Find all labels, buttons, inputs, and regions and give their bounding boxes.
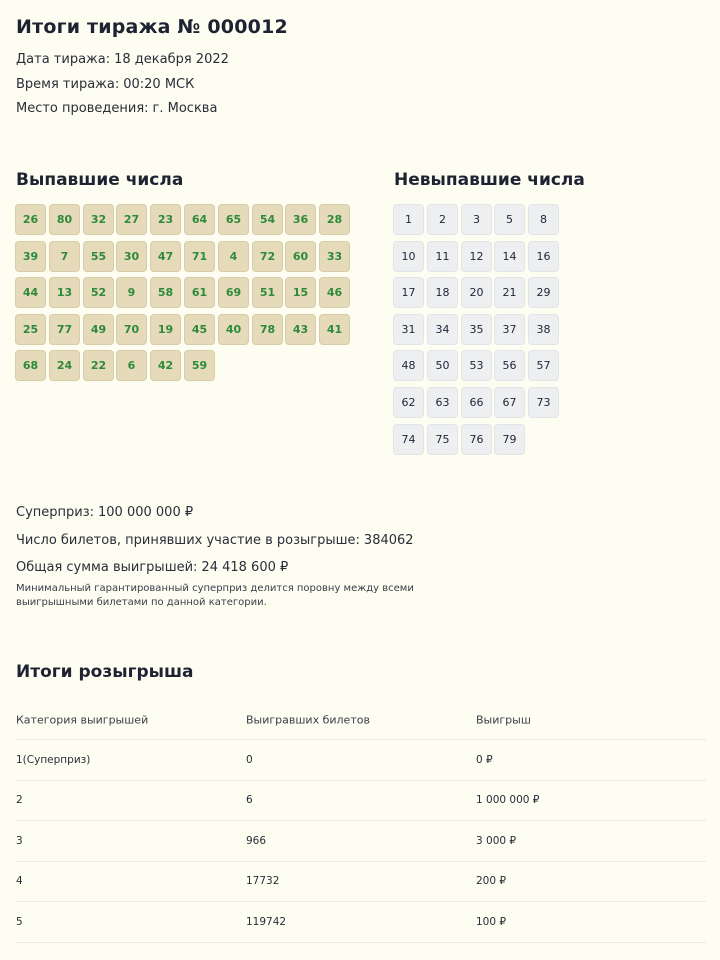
- number-ball: 22: [83, 350, 114, 381]
- header-winning-tickets: Выигравших билетов: [246, 713, 370, 726]
- number-ball: 52: [83, 277, 114, 308]
- number-ball: 44: [15, 277, 46, 308]
- total-winnings-value: 24 418 600 ₽: [201, 560, 289, 575]
- draw-time-label: Время тиража:: [16, 77, 120, 92]
- number-ball: 3: [461, 204, 492, 235]
- results-title: Итоги розыгрыша: [16, 662, 194, 682]
- winning-tickets-cell: 119742: [246, 915, 287, 928]
- number-ball: 58: [150, 277, 181, 308]
- category-cell: 2: [16, 794, 23, 807]
- number-ball: 17: [393, 277, 424, 308]
- number-ball: 42: [150, 350, 181, 381]
- number-ball: 57: [528, 350, 559, 381]
- number-ball: 5: [494, 204, 525, 235]
- number-ball: 6: [116, 350, 147, 381]
- number-ball: 55: [83, 241, 114, 272]
- number-ball: 41: [319, 314, 350, 345]
- number-ball: 54: [252, 204, 283, 235]
- number-ball: 51: [252, 277, 283, 308]
- number-ball: 8: [528, 204, 559, 235]
- number-ball: 32: [83, 204, 114, 235]
- prize-cell: 1 000 000 ₽: [476, 794, 540, 807]
- number-ball: 4: [218, 241, 249, 272]
- number-ball: 64: [184, 204, 215, 235]
- number-ball: 29: [528, 277, 559, 308]
- number-ball: 36: [285, 204, 316, 235]
- number-ball: 23: [150, 204, 181, 235]
- draw-date-value: 18 декабря 2022: [114, 52, 229, 67]
- number-ball: 1: [393, 204, 424, 235]
- number-ball: 11: [427, 241, 458, 272]
- header-prize: Выигрыш: [476, 713, 531, 726]
- superprize-label: Суперприз:: [16, 505, 95, 520]
- number-ball: 26: [15, 204, 46, 235]
- number-ball: 68: [15, 350, 46, 381]
- not-drawn-numbers-title: Невыпавшие числа: [394, 170, 585, 190]
- draw-date: [16, 52, 229, 67]
- number-ball: 20: [461, 277, 492, 308]
- tickets-count: [16, 533, 414, 548]
- table-row: [16, 740, 706, 781]
- number-ball: 65: [218, 204, 249, 235]
- number-ball: 43: [285, 314, 316, 345]
- superprize-note: Минимальный гарантированный суперприз делится поровну между всеми выигрышными билетами по данной категории.: [16, 583, 414, 608]
- number-ball: 76: [461, 424, 492, 455]
- number-ball: 37: [494, 314, 525, 345]
- prize-cell: 0 ₽: [476, 753, 493, 766]
- number-ball: 79: [494, 424, 525, 455]
- number-ball: 62: [393, 387, 424, 418]
- superprize: [16, 505, 193, 520]
- table-header-row: [16, 700, 706, 740]
- number-ball: 31: [393, 314, 424, 345]
- number-ball: 73: [528, 387, 559, 418]
- number-ball: 75: [427, 424, 458, 455]
- category-cell: 1(Суперприз): [16, 753, 91, 766]
- number-ball: 78: [252, 314, 283, 345]
- winning-tickets-cell: 0: [246, 753, 253, 766]
- tickets-count-value: 384062: [363, 533, 414, 548]
- draw-place-value: г. Москва: [152, 101, 218, 116]
- table-row: [16, 781, 706, 822]
- winning-tickets-cell: 966: [246, 834, 267, 847]
- number-ball: 7: [49, 241, 80, 272]
- number-ball: 18: [427, 277, 458, 308]
- number-ball: 19: [150, 314, 181, 345]
- number-ball: 12: [461, 241, 492, 272]
- number-ball: 67: [494, 387, 525, 418]
- total-winnings-label: Общая сумма выигрышей:: [16, 560, 198, 575]
- number-ball: 38: [528, 314, 559, 345]
- number-ball: 15: [285, 277, 316, 308]
- number-ball: 59: [184, 350, 215, 381]
- category-cell: 5: [16, 915, 23, 928]
- number-ball: 53: [461, 350, 492, 381]
- number-ball: 72: [252, 241, 283, 272]
- prize-cell: 3 000 ₽: [476, 834, 517, 847]
- number-ball: 77: [49, 314, 80, 345]
- number-ball: 61: [184, 277, 215, 308]
- number-ball: 2: [427, 204, 458, 235]
- number-ball: 13: [49, 277, 80, 308]
- number-ball: 27: [116, 204, 147, 235]
- number-ball: 45: [184, 314, 215, 345]
- draw-place-label: Место проведения:: [16, 101, 149, 116]
- number-ball: 28: [319, 204, 350, 235]
- number-ball: 33: [319, 241, 350, 272]
- number-ball: 39: [15, 241, 46, 272]
- number-ball: 80: [49, 204, 80, 235]
- number-ball: 35: [461, 314, 492, 345]
- draw-time: [16, 77, 194, 92]
- number-ball: 48: [393, 350, 424, 381]
- number-ball: 34: [427, 314, 458, 345]
- number-ball: 66: [461, 387, 492, 418]
- number-ball: 21: [494, 277, 525, 308]
- number-ball: 9: [116, 277, 147, 308]
- number-ball: 40: [218, 314, 249, 345]
- number-ball: 56: [494, 350, 525, 381]
- number-ball: 30: [116, 241, 147, 272]
- page-title: Итоги тиража № 000012: [16, 16, 288, 38]
- category-cell: 3: [16, 834, 23, 847]
- number-ball: 25: [15, 314, 46, 345]
- number-ball: 16: [528, 241, 559, 272]
- winning-tickets-cell: 6: [246, 794, 253, 807]
- draw-place: [16, 101, 217, 116]
- number-ball: 47: [150, 241, 181, 272]
- number-ball: 46: [319, 277, 350, 308]
- number-ball: 63: [427, 387, 458, 418]
- prize-cell: 100 ₽: [476, 915, 507, 928]
- number-ball: 69: [218, 277, 249, 308]
- superprize-value: 100 000 000 ₽: [98, 505, 194, 520]
- number-ball: 60: [285, 241, 316, 272]
- table-row: [16, 902, 706, 943]
- number-ball: 50: [427, 350, 458, 381]
- tickets-count-label: Число билетов, принявших участие в розыгрыше:: [16, 533, 360, 548]
- number-ball: 70: [116, 314, 147, 345]
- results-table: [16, 700, 706, 943]
- number-ball: 74: [393, 424, 424, 455]
- number-ball: 24: [49, 350, 80, 381]
- table-row: [16, 862, 706, 903]
- draw-date-label: Дата тиража:: [16, 52, 111, 67]
- table-row: [16, 821, 706, 862]
- winning-tickets-cell: 17732: [246, 875, 280, 888]
- category-cell: 4: [16, 875, 23, 888]
- header-category: Категория выигрышей: [16, 713, 149, 726]
- total-winnings: [16, 560, 288, 575]
- number-ball: 10: [393, 241, 424, 272]
- draw-time-value: 00:20 МСК: [123, 77, 195, 92]
- number-ball: 14: [494, 241, 525, 272]
- drawn-numbers-title: Выпавшие числа: [16, 170, 184, 190]
- prize-cell: 200 ₽: [476, 875, 507, 888]
- number-ball: 49: [83, 314, 114, 345]
- number-ball: 71: [184, 241, 215, 272]
